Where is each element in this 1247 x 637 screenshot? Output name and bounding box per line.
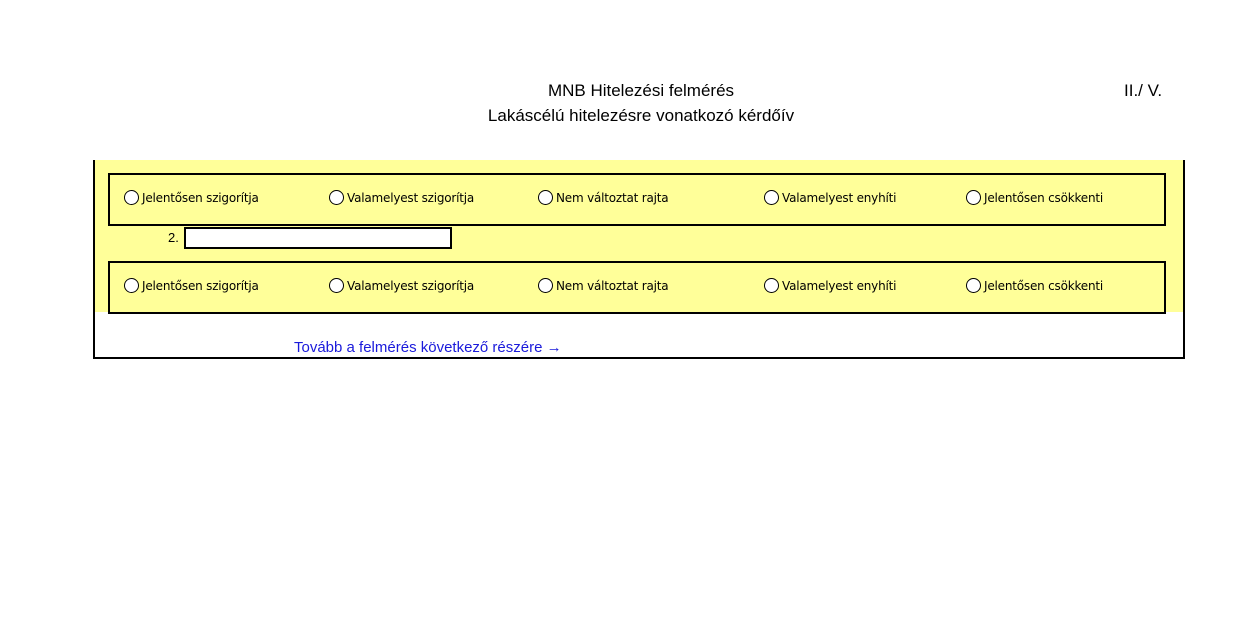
answer-group-2 bbox=[108, 261, 1166, 314]
answer-group-1 bbox=[108, 173, 1166, 226]
question-panel bbox=[95, 160, 1183, 312]
option-label: Jelentősen csökkenti bbox=[984, 190, 1104, 205]
radio-circle-icon[interactable] bbox=[124, 278, 139, 293]
radio-option-2-3[interactable] bbox=[538, 278, 668, 293]
radio-circle-icon[interactable] bbox=[124, 190, 139, 205]
option-label: Jelentősen szigorítja bbox=[142, 278, 259, 293]
radio-circle-icon[interactable] bbox=[966, 278, 981, 293]
next-section-link[interactable]: Tovább a felmérés következő részére → bbox=[294, 339, 562, 356]
option-label: Jelentősen szigorítja bbox=[142, 190, 259, 205]
option-label: Valamelyest szigorítja bbox=[347, 190, 475, 205]
page-subtitle: Lakáscélú hitelezésre vonatkozó kérdőív bbox=[487, 106, 795, 125]
survey-form bbox=[93, 160, 1185, 359]
option-label: Valamelyest enyhíti bbox=[782, 278, 897, 293]
page-indicator: II./ V. bbox=[1124, 81, 1163, 100]
question-2-text-input[interactable] bbox=[184, 227, 452, 249]
radio-circle-icon[interactable] bbox=[966, 190, 981, 205]
option-label: Nem változtat rajta bbox=[556, 278, 669, 293]
radio-option-1-5[interactable] bbox=[966, 190, 1103, 205]
page-title: MNB Hitelezési felmérés bbox=[547, 81, 735, 100]
radio-option-2-1[interactable] bbox=[124, 278, 259, 293]
radio-option-2-4[interactable] bbox=[764, 278, 896, 293]
radio-option-1-4[interactable] bbox=[764, 190, 896, 205]
radio-circle-icon[interactable] bbox=[329, 190, 344, 205]
option-label: Valamelyest szigorítja bbox=[347, 278, 475, 293]
radio-option-1-1[interactable] bbox=[124, 190, 259, 205]
radio-circle-icon[interactable] bbox=[764, 190, 779, 205]
option-label: Nem változtat rajta bbox=[556, 190, 669, 205]
option-label: Jelentősen csökkenti bbox=[984, 278, 1104, 293]
radio-option-2-2[interactable] bbox=[329, 278, 474, 293]
question-number: 2. bbox=[168, 230, 179, 245]
radio-circle-icon[interactable] bbox=[538, 190, 553, 205]
radio-option-1-3[interactable] bbox=[538, 190, 668, 205]
radio-circle-icon[interactable] bbox=[329, 278, 344, 293]
radio-circle-icon[interactable] bbox=[764, 278, 779, 293]
radio-option-1-2[interactable] bbox=[329, 190, 474, 205]
radio-circle-icon[interactable] bbox=[538, 278, 553, 293]
option-label: Valamelyest enyhíti bbox=[782, 190, 897, 205]
radio-option-2-5[interactable] bbox=[966, 278, 1103, 293]
